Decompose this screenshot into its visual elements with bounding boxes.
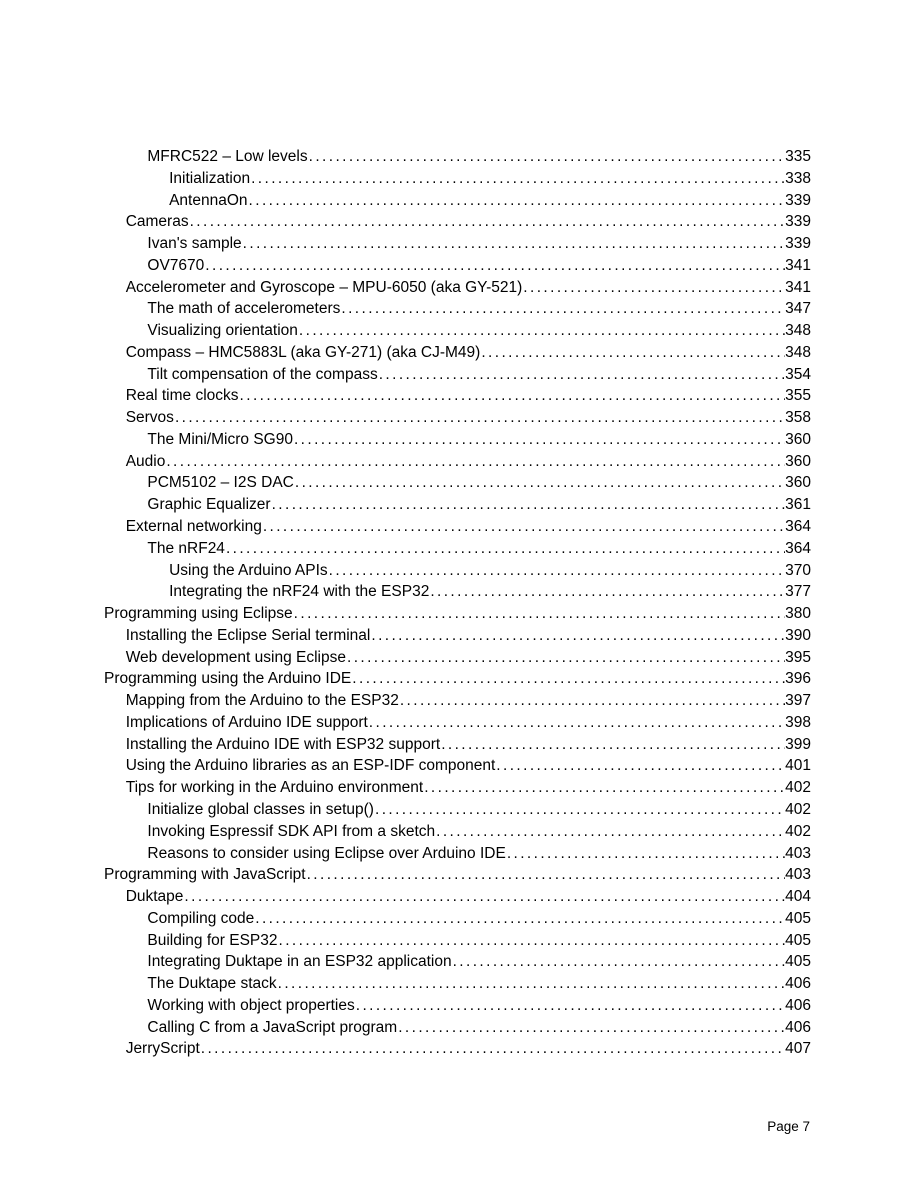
- toc-dot-leader: [375, 799, 785, 821]
- toc-dot-leader: [436, 821, 785, 843]
- toc-dot-leader: [371, 625, 785, 647]
- toc-dot-leader: [294, 429, 785, 451]
- toc-entry-page-number: 396: [785, 670, 811, 688]
- toc-entry[interactable]: [104, 472, 811, 494]
- page-number-footer: Page 7: [767, 1119, 810, 1134]
- toc-entry[interactable]: [104, 233, 811, 255]
- toc-dot-leader: [352, 668, 785, 690]
- toc-entry[interactable]: [104, 930, 811, 952]
- toc-entry-title: The Duktape stack: [147, 975, 277, 993]
- toc-entry[interactable]: [104, 581, 811, 603]
- toc-entry-page-number: 390: [785, 626, 811, 644]
- toc-entry-title: The Mini/Micro SG90: [147, 430, 293, 448]
- toc-entry-title: Implications of Arduino IDE support: [125, 713, 368, 731]
- toc-entry[interactable]: [104, 1038, 811, 1060]
- toc-entry-title: Integrating the nRF24 with the ESP32: [169, 583, 430, 601]
- toc-entry[interactable]: [104, 516, 811, 538]
- toc-entry-page-number: 406: [785, 996, 811, 1014]
- toc-entry[interactable]: [104, 211, 811, 233]
- toc-entry-page-number: 360: [785, 430, 811, 448]
- toc-dot-leader: [249, 190, 786, 212]
- toc-entry-page-number: 399: [785, 735, 811, 753]
- toc-entry-title: JerryScript: [125, 1040, 200, 1058]
- toc-dot-leader: [294, 603, 785, 625]
- toc-dot-leader: [453, 951, 786, 973]
- toc-dot-leader: [240, 385, 786, 407]
- toc-entry-page-number: 405: [785, 909, 811, 927]
- toc-entry-page-number: 401: [785, 757, 811, 775]
- toc-entry-page-number: 405: [785, 953, 811, 971]
- toc-entry-page-number: 402: [785, 779, 811, 797]
- toc-entry[interactable]: [104, 364, 811, 386]
- toc-entry-title: Web development using Eclipse: [125, 648, 346, 666]
- toc-entry-title: Compiling code: [147, 909, 255, 927]
- toc-entry-page-number: 398: [785, 713, 811, 731]
- toc-entry-title: External networking: [125, 518, 262, 536]
- toc-entry-page-number: 403: [785, 844, 811, 862]
- toc-entry-page-number: 406: [785, 1018, 811, 1036]
- toc-entry[interactable]: [104, 995, 811, 1017]
- toc-entry-title: Ivan's sample: [147, 235, 242, 253]
- toc-entry-title: The nRF24: [147, 539, 225, 557]
- toc-dot-leader: [430, 581, 785, 603]
- toc-entry-title: Programming using Eclipse: [104, 605, 293, 623]
- toc-entry[interactable]: [104, 712, 811, 734]
- toc-entry-page-number: 339: [785, 191, 811, 209]
- toc-entry-page-number: 335: [785, 148, 811, 165]
- toc-dot-leader: [243, 233, 785, 255]
- toc-entry[interactable]: [104, 755, 811, 777]
- toc-entry[interactable]: [104, 1017, 811, 1039]
- toc-entry-title: Calling C from a JavaScript program: [147, 1018, 398, 1036]
- toc-entry-page-number: 377: [785, 583, 811, 601]
- toc-dot-leader: [190, 211, 786, 233]
- toc-entry-page-number: 397: [785, 692, 811, 710]
- toc-dot-leader: [307, 864, 786, 886]
- toc-entry-title: The math of accelerometers: [147, 300, 341, 318]
- toc-entry-page-number: 364: [785, 539, 811, 557]
- toc-entry[interactable]: [104, 647, 811, 669]
- toc-entry-title: Graphic Equalizer: [147, 496, 271, 514]
- toc-entry-title: Building for ESP32: [147, 931, 278, 949]
- toc-entry-page-number: 360: [785, 452, 811, 470]
- toc-entry[interactable]: [104, 255, 811, 277]
- toc-entry-title: Initialization: [169, 169, 251, 187]
- toc-entry-title: MFRC522 – Low levels: [147, 148, 308, 165]
- toc-entry-page-number: 370: [785, 561, 811, 579]
- toc-dot-leader: [205, 255, 785, 277]
- toc-entry-title: Using the Arduino APIs: [169, 561, 328, 579]
- toc-entry-title: Installing the Arduino IDE with ESP32 support: [125, 735, 441, 753]
- table-of-contents: [104, 146, 811, 1060]
- toc-dot-leader: [272, 494, 786, 516]
- toc-dot-leader: [523, 277, 785, 299]
- toc-entry-title: Accelerometer and Gyroscope – MPU-6050 (aka GY-521): [125, 278, 523, 296]
- toc-entry-title: Duktape: [125, 888, 184, 906]
- toc-entry-title: Mapping from the Arduino to the ESP32: [125, 692, 399, 710]
- toc-dot-leader: [329, 560, 785, 582]
- toc-entry-page-number: 355: [785, 387, 811, 405]
- toc-entry-page-number: 406: [785, 975, 811, 993]
- toc-entry[interactable]: [104, 407, 811, 429]
- toc-entry[interactable]: [104, 385, 811, 407]
- toc-dot-leader: [481, 342, 785, 364]
- toc-entry-page-number: 348: [785, 343, 811, 361]
- toc-entry-page-number: 403: [785, 866, 811, 884]
- toc-entry[interactable]: [104, 494, 811, 516]
- toc-entry-page-number: 339: [785, 235, 811, 253]
- toc-entry-title: Working with object properties: [147, 996, 355, 1014]
- toc-entry-title: Tips for working in the Arduino environment: [125, 779, 424, 797]
- toc-entry-page-number: 341: [785, 278, 811, 296]
- toc-entry-title: Programming using the Arduino IDE: [104, 670, 352, 688]
- toc-dot-leader: [356, 995, 785, 1017]
- toc-entry[interactable]: [104, 298, 811, 320]
- toc-entry-title: Invoking Espressif SDK API from a sketch: [147, 822, 436, 840]
- toc-entry-title: Visualizing orientation: [147, 322, 298, 340]
- toc-entry[interactable]: [104, 886, 811, 908]
- toc-entry-page-number: 354: [785, 365, 811, 383]
- toc-entry-page-number: 402: [785, 800, 811, 818]
- toc-entry-page-number: 361: [785, 496, 811, 514]
- toc-entry[interactable]: [104, 690, 811, 712]
- toc-dot-leader: [299, 320, 785, 342]
- toc-entry[interactable]: [104, 146, 811, 168]
- toc-entry-title: AntennaOn: [169, 191, 248, 209]
- toc-entry-page-number: 402: [785, 822, 811, 840]
- toc-entry-title: Tilt compensation of the compass: [147, 365, 378, 383]
- toc-dot-leader: [441, 734, 785, 756]
- toc-entry-page-number: 360: [785, 474, 811, 492]
- toc-entry[interactable]: [104, 843, 811, 865]
- toc-dot-leader: [295, 472, 785, 494]
- toc-entry[interactable]: [104, 799, 811, 821]
- toc-entry[interactable]: [104, 190, 811, 212]
- toc-entry-page-number: 339: [785, 213, 811, 231]
- toc-entry[interactable]: [104, 320, 811, 342]
- toc-entry[interactable]: [104, 908, 811, 930]
- toc-entry[interactable]: [104, 429, 811, 451]
- toc-entry-title: Audio: [125, 452, 166, 470]
- toc-entry-page-number: 380: [785, 605, 811, 623]
- toc-entry-title: Using the Arduino libraries as an ESP-IDF component: [125, 757, 496, 775]
- toc-entry-title: Compass – HMC5883L (aka GY-271) (aka CJ-M49): [125, 343, 481, 361]
- toc-entry-title: Servos: [125, 409, 174, 427]
- toc-entry-title: Real time clocks: [125, 387, 239, 405]
- toc-dot-leader: [379, 364, 785, 386]
- toc-entry[interactable]: [104, 668, 811, 690]
- toc-entry-page-number: 341: [785, 256, 811, 274]
- toc-entry[interactable]: [104, 951, 811, 973]
- toc-entry-page-number: 405: [785, 931, 811, 949]
- toc-entry[interactable]: [104, 821, 811, 843]
- toc-entry[interactable]: [104, 342, 811, 364]
- toc-entry-title: Installing the Eclipse Serial terminal: [125, 626, 371, 644]
- toc-entry-page-number: 348: [785, 322, 811, 340]
- toc-entry-title: PCM5102 – I2S DAC: [147, 474, 294, 492]
- toc-dot-leader: [507, 843, 785, 865]
- toc-dot-leader: [175, 407, 785, 429]
- toc-dot-leader: [341, 298, 785, 320]
- toc-entry-title: Integrating Duktape in an ESP32 application: [147, 953, 452, 971]
- toc-entry[interactable]: [104, 168, 811, 190]
- toc-entry-title: Cameras: [125, 213, 189, 231]
- toc-dot-leader: [496, 755, 785, 777]
- toc-dot-leader: [201, 1038, 785, 1060]
- toc-dot-leader: [278, 973, 786, 995]
- toc-dot-leader: [263, 516, 785, 538]
- toc-entry-page-number: 395: [785, 648, 811, 666]
- toc-entry[interactable]: [104, 777, 811, 799]
- toc-dot-leader: [309, 146, 786, 168]
- toc-entry-page-number: 358: [785, 409, 811, 427]
- toc-entry[interactable]: [104, 538, 811, 560]
- toc-dot-leader: [424, 777, 785, 799]
- toc-entry[interactable]: [104, 734, 811, 756]
- toc-entry-page-number: 364: [785, 518, 811, 536]
- toc-dot-leader: [369, 712, 785, 734]
- toc-dot-leader: [400, 690, 785, 712]
- toc-dot-leader: [251, 168, 785, 190]
- toc-dot-leader: [347, 647, 785, 669]
- toc-entry-title: Reasons to consider using Eclipse over Arduino IDE: [147, 844, 506, 862]
- toc-entry-title: OV7670: [147, 256, 205, 274]
- toc-entry-page-number: 338: [785, 169, 811, 187]
- toc-entry[interactable]: [104, 864, 811, 886]
- toc-dot-leader: [184, 886, 785, 908]
- toc-dot-leader: [255, 908, 785, 930]
- toc-entry[interactable]: [104, 625, 811, 647]
- toc-dot-leader: [166, 451, 785, 473]
- toc-dot-leader: [279, 930, 786, 952]
- toc-dot-leader: [398, 1017, 785, 1039]
- toc-entry[interactable]: [104, 973, 811, 995]
- toc-entry-title: Programming with JavaScript: [104, 866, 306, 884]
- toc-entry[interactable]: [104, 277, 811, 299]
- toc-entry-page-number: 347: [785, 300, 811, 318]
- toc-entry-page-number: 404: [785, 888, 811, 906]
- toc-entry[interactable]: [104, 560, 811, 582]
- toc-dot-leader: [226, 538, 785, 560]
- toc-entry-title: Initialize global classes in setup(): [147, 800, 374, 818]
- toc-entry-page-number: 407: [785, 1040, 811, 1058]
- toc-entry[interactable]: [104, 603, 811, 625]
- toc-entry[interactable]: [104, 451, 811, 473]
